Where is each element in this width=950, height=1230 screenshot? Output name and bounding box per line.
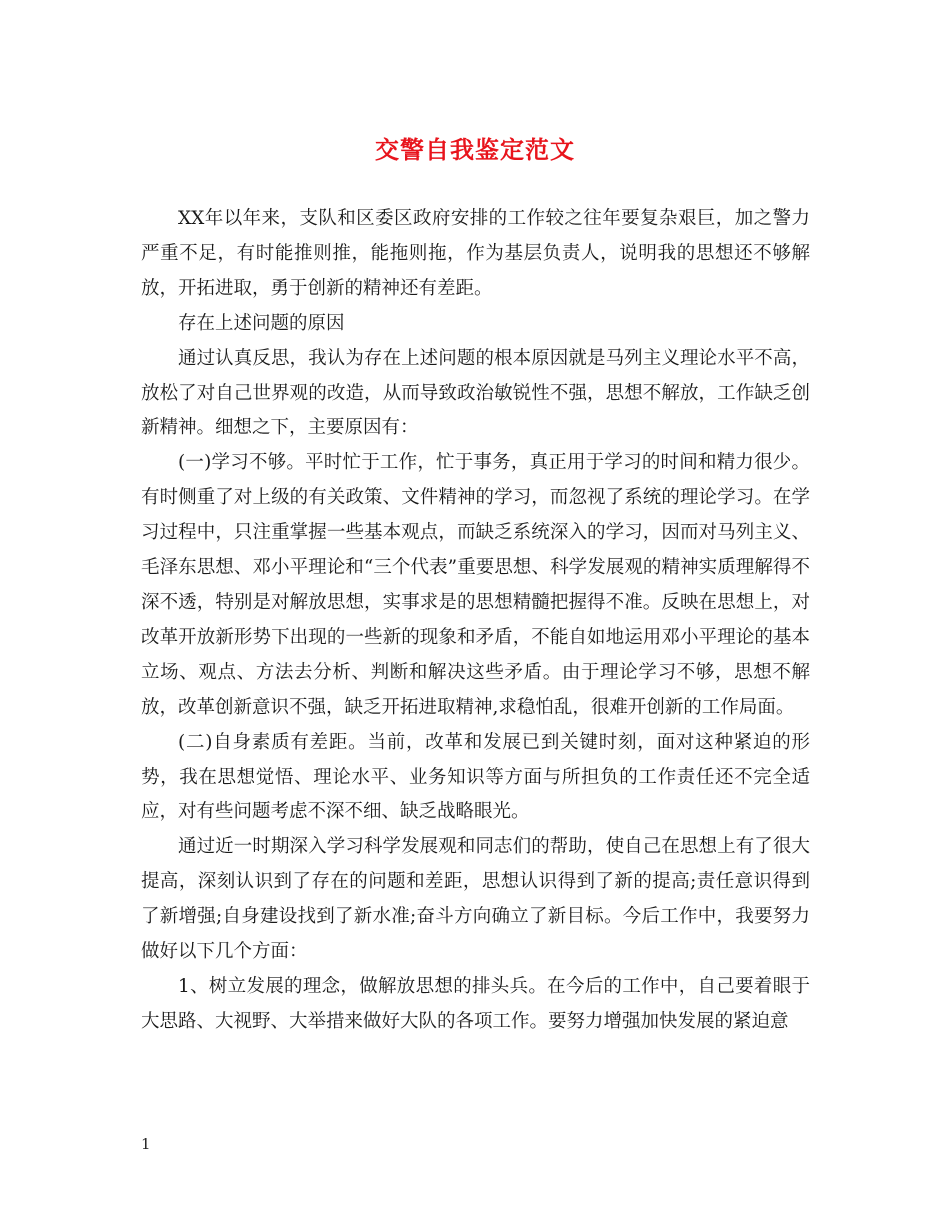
page-number: 1 bbox=[141, 1135, 151, 1153]
document-body bbox=[141, 202, 810, 1040]
document-title: 交警自我鉴定范文 bbox=[375, 135, 575, 164]
paragraph: 通过认真反思，我认为存在上述问题的根本原因就是马列主义理论水平不高，放松了对自己世界观的改造，从而导致政治敏锐性不强，思想不解放，工作缺乏创新精神。细想之下，主要原因有： bbox=[141, 347, 810, 439]
paragraph: 1、树立发展的理念，做解放思想的排头兵。在今后的工作中，自己要着眼于大思路、大视野、大举措来做好大队的各项工作。要努力增强加快发展的紧迫意 bbox=[141, 975, 810, 1032]
paragraph: 通过近一时期深入学习科学发展观和同志们的帮助，使自己在思想上有了很大提高，深刻认识到了存在的问题和差距，思想认识得到了新的提高;责任意识得到了新增强;自身建设找到了新水准;奋斗方向确立了新目标。今后工作中，我要努力做好以下几个方面： bbox=[141, 836, 810, 963]
paragraph: (一)学习不够。平时忙于工作，忙于事务，真正用于学习的时间和精力很少。有时侧重了对上级的有关政策、文件精神的学习，而忽视了系统的理论学习。在学习过程中，只注重掌握一些基本观点，而缺乏系统深入的学习，因而对马列主义、毛泽东思想、邓小平理论和“三个代表”重要思想、科学发展观的精神实质理解得不深不透，特别是对解放思想，实事求是的思想精髓把握得不准。反映在思想上，对改革开放新形势下出现的一些新的现象和矛盾，不能自如地运用邓小平理论的基本立场、观点、方法去分析、判断和解决这些矛盾。由于理论学习不够，思想不解放，改革创新意识不强，缺乏开拓进取精神,求稳怕乱，很难开创新的工作局面。 bbox=[141, 452, 810, 718]
paragraph: (二)自身素质有差距。当前，改革和发展已到关键时刻，面对这种紧迫的形势，我在思想觉悟、理论水平、业务知识等方面与所担负的工作责任还不完全适应，对有些问题考虑不深不细、缺乏战略眼光。 bbox=[141, 731, 810, 823]
paragraph: 存在上述问题的原因 bbox=[178, 312, 345, 334]
paragraph: XX年以年来，支队和区委区政府安排的工作较之往年要复杂艰巨，加之警力严重不足，有时能推则推，能拖则拖，作为基层负责人，说明我的思想还不够解放，开拓进取，勇于创新的精神还有差距。 bbox=[141, 208, 810, 299]
